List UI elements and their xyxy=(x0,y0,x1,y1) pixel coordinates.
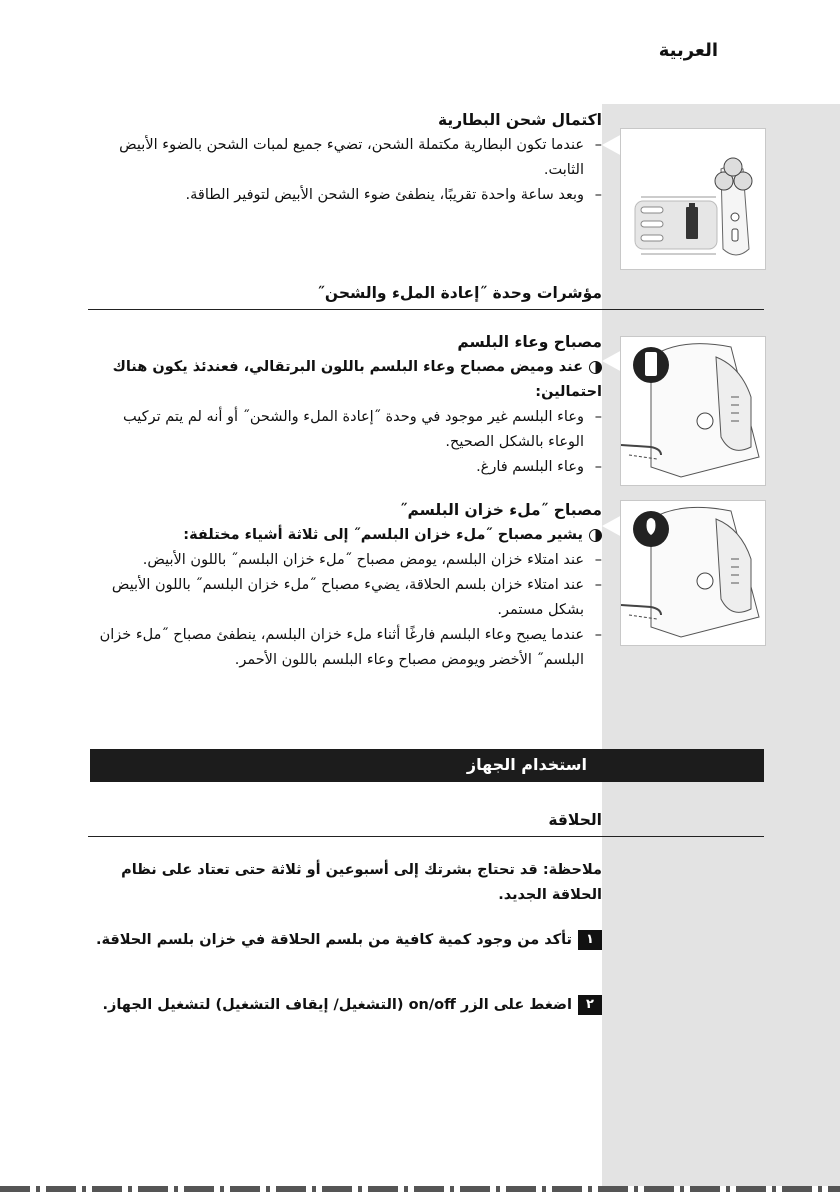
dash-marker: – xyxy=(594,577,602,593)
fill-light-figure xyxy=(620,500,766,646)
battery-full-section xyxy=(92,108,602,208)
list-item-text: وعاء البلسم غير موجود في وحدة ˝إعادة الملء والشحن˝ أو أنه لم يتم تركيب الوعاء بالشكل الصحيح. xyxy=(123,409,584,450)
language-header: العربية xyxy=(658,40,718,61)
shaver-battery-figure xyxy=(620,128,766,270)
step-number: ١ xyxy=(578,930,602,950)
half-circle-icon xyxy=(589,529,602,542)
dash-marker: – xyxy=(594,137,602,153)
section-bar-title: استخدام الجهاز xyxy=(466,755,587,774)
step-text: اضغط على الزر on/off (التشغيل/ إيقاف التشغيل) لتشغيل الجهاز. xyxy=(102,997,572,1013)
list-item-text: عند امتلاء خزان بلسم الحلاقة، يضيء مصباح ˝ملء خزان البلسم˝ باللون الأبيض بشكل مستمر. xyxy=(111,577,584,618)
section-title: مصباح وعاء البلسم xyxy=(457,333,602,351)
note-with-bullet: عند وميض مصباح وعاء البلسم باللون البرتقالي، فعندئذ يكون هناك احتمالين: xyxy=(112,359,602,400)
list-item xyxy=(92,405,602,455)
dash-marker: – xyxy=(594,409,602,425)
figure-pointer xyxy=(602,515,622,537)
unit-indicators-title: مؤشرات وحدة ˝إعادة الملء والشحن˝ xyxy=(317,284,602,302)
fill-light-section xyxy=(92,498,602,673)
cartridge-light-figure xyxy=(620,336,766,486)
dash-marker: – xyxy=(594,459,602,475)
list-item-text: عندما يصبح وعاء البلسم فارغًا أثناء ملء خزان البلسم، ينطفئ مصباح ˝ملء خزان البلسم˝ الأخضر ويومض مصباح وعاء البلسم باللون الأحمر. xyxy=(99,627,584,668)
list-item xyxy=(92,548,602,573)
dash-marker: – xyxy=(594,552,602,568)
list-item-text: عندما تكون البطارية مكتملة الشحن، تضيء جميع لمبات الشحن بالضوء الأبيض الثابت. xyxy=(119,137,584,178)
footer-crop-marks xyxy=(0,1186,840,1192)
cartridge-light-section xyxy=(92,330,602,480)
shaving-title: الحلاقة xyxy=(548,811,602,829)
step-2 xyxy=(92,993,602,1018)
divider xyxy=(88,836,764,837)
step-1 xyxy=(92,928,602,953)
note-with-bullet: يشير مصباح ˝ملء خزان البلسم˝ إلى ثلاثة أشياء مختلفة: xyxy=(92,523,602,548)
list-item xyxy=(92,573,602,623)
list-item xyxy=(92,455,602,480)
section-title: اكتمال شحن البطارية xyxy=(438,111,602,129)
list-item xyxy=(92,623,602,673)
step-text: تأكد من وجود كمية كافية من بلسم الحلاقة في خزان بلسم الحلاقة. xyxy=(95,932,572,948)
figure-pointer xyxy=(602,350,622,372)
step-number: ٢ xyxy=(578,995,602,1015)
refill-unit-illustration xyxy=(621,501,765,645)
section-bar xyxy=(90,749,764,782)
list-item xyxy=(92,183,602,208)
shaving-note xyxy=(92,858,602,908)
dash-marker: – xyxy=(594,187,602,203)
list-item-text: عند امتلاء خزان البلسم، يومض مصباح ˝ملء خزان البلسم˝ باللون الأبيض. xyxy=(142,552,584,568)
shaver-battery-illustration xyxy=(621,129,765,269)
list-item-text: وعاء البلسم فارغ. xyxy=(476,459,584,475)
figure-pointer xyxy=(602,134,622,156)
list-item-text: وبعد ساعة واحدة تقريبًا، ينطفئ ضوء الشحن الأبيض لتوفير الطاقة. xyxy=(185,187,584,203)
dash-marker: – xyxy=(594,627,602,643)
section-title: مصباح ˝ملء خزان البلسم˝ xyxy=(399,501,602,519)
note-text: ملاحظة: قد تحتاج بشرتك إلى أسبوعين أو ثلاثة حتى تعتاد على نظام الحلاقة الجديد. xyxy=(121,862,602,903)
divider xyxy=(88,309,764,310)
list-item xyxy=(92,133,602,183)
half-circle-icon xyxy=(589,361,602,374)
refill-unit-illustration xyxy=(621,337,765,485)
